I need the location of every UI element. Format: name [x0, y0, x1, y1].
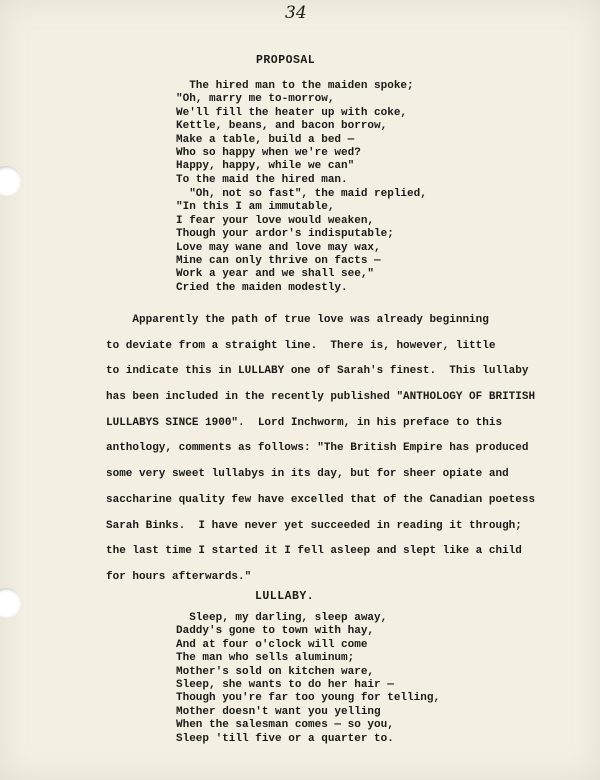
prose-line: Sarah Binks. I have never yet succeeded in reading it through; [106, 519, 522, 532]
poem-line: Though you're far too young for telling, [176, 692, 441, 705]
commentary-paragraph [106, 308, 535, 591]
prose-line: saccharine quality few have excelled that of the Canadian poetess [106, 493, 536, 506]
poem-line: "Oh, marry me to-morrow, [176, 93, 335, 106]
poem-line: Sleep, she wants to do her hair — [176, 678, 394, 691]
proposal-stanza-2 [176, 188, 427, 295]
poem-line: The man who sells aluminum; [176, 652, 355, 665]
prose-line: to deviate from a straight line. There is, however, little [106, 339, 496, 352]
poem-line: And at four o'clock will come [176, 638, 368, 651]
poem-line: Work a year and we shall see," [176, 268, 375, 281]
proposal-stanza-1 [176, 80, 414, 187]
prose-line: Apparently the path of true love was already beginning [106, 314, 489, 326]
poem-line: Kettle, beans, and bacon borrow, [176, 120, 388, 133]
poem-title-lullaby: LULLABY. [255, 590, 315, 603]
prose-line: some very sweet lullabys in its day, but for sheer opiate and [106, 468, 509, 481]
poem-line: "In this I am immutable, [176, 201, 335, 214]
poem-line: I fear your love would weaken, [176, 214, 375, 227]
punch-hole [0, 588, 21, 618]
lullaby-stanza [176, 612, 440, 746]
poem-line: Make a table, build a bed — [176, 133, 355, 146]
prose-line: has been included in the recently published "ANTHOLOGY OF BRITISH [106, 391, 536, 404]
poem-title-proposal: PROPOSAL [256, 54, 316, 67]
poem-line: Mother doesn't want you yelling [176, 705, 381, 718]
page-number: 34 [285, 3, 307, 23]
poem-line: We'll fill the heater up with coke, [176, 106, 408, 119]
poem-line: The hired man to the maiden spoke; [176, 80, 414, 92]
prose-line: anthology, comments as follows: "The British Empire has produced [106, 442, 529, 455]
punch-hole [0, 166, 21, 196]
poem-line: Happy, happy, while we can" [176, 160, 355, 173]
prose-line: to indicate this in LULLABY one of Sarah's finest. This lullaby [106, 365, 529, 378]
poem-line: Sleep 'till five or a quarter to. [176, 732, 394, 745]
poem-line: Sleep, my darling, sleep away, [176, 612, 388, 624]
poem-line: "Oh, not so fast", the maid replied, [176, 188, 427, 200]
poem-line: To the maid the hired man. [176, 173, 348, 186]
poem-line: Daddy's gone to town with hay, [176, 625, 375, 638]
poem-line: Mine can only thrive on facts — [176, 254, 381, 267]
prose-line: LULLABYS SINCE 1900". Lord Inchworm, in his preface to this [106, 416, 503, 429]
prose-line: the last time I started it I fell asleep and slept like a child [106, 545, 522, 558]
poem-line: Cried the maiden modestly. [176, 281, 348, 294]
poem-line: Who so happy when we're wed? [176, 146, 361, 159]
poem-line: Mother's sold on kitchen ware, [176, 665, 375, 678]
prose-line: for hours afterwards." [106, 570, 252, 583]
poem-line: When the salesman comes — so you, [176, 719, 394, 732]
poem-line: Though your ardor's indisputable; [176, 228, 394, 241]
poem-line: Love may wane and love may wax, [176, 241, 381, 254]
